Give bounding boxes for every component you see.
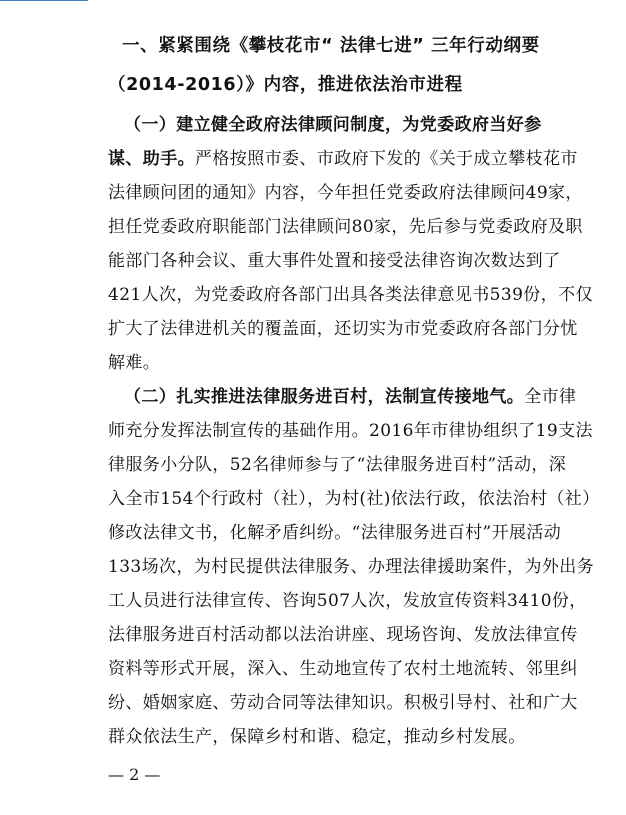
section2-line-9: 资料等形式开展，深入、生动地宣传了农村土地流转、邻里纠 (108, 659, 578, 679)
section2-line-10: 纷、婚姻家庭、劳动合同等法律知识。积极引导村、社和广大 (108, 693, 578, 713)
section2-line-11: 群众依法生产，保障乡村和谐、稳定，推动乡村发展。 (108, 727, 526, 747)
page-number: — 2 — (108, 765, 161, 784)
section1-lead-line-2: 谋、助手。 (108, 149, 195, 169)
section2-lead: （二）扎实推进法律服务进百村，法制宣传接地气。 (124, 387, 525, 407)
heading-line-1: 一、紧紧围绕《攀枝花市“ 法律七进” 三年行动纲要 (122, 36, 540, 56)
section2-line-2: 师充分发挥法制宣传的基础作用。2016年市律协组织了19支法 (108, 421, 593, 441)
section2-line-4: 入全市154个行政村（社），为村(社)依法行政，依法治村（社） (108, 489, 600, 509)
section2-paragraph-line-1 (124, 385, 576, 409)
section2-line-6: 133场次，为村民提供法律服务、办理法律援助案件，为外出务 (108, 557, 595, 577)
section1-paragraph-line-2 (108, 147, 578, 171)
section2-line-7: 工人员进行法律宣传、咨询507人次，发放宣传资料3410份， (108, 591, 587, 611)
section1-line-2-rest: 严格按照市委、市政府下发的《关于成立攀枝花市 (195, 149, 578, 169)
section2-line-1-rest: 全市律 (524, 387, 577, 407)
section1-line-4: 担任党委政府职能部门法律顾问80家，先后参与党委政府及职 (108, 217, 583, 237)
section2-line-3: 律服务小分队，52名律师参与了“法律服务进百村”活动，深 (108, 455, 567, 475)
section1-line-3: 法律顾问团的通知》内容，今年担任党委政府法律顾问49家， (108, 183, 583, 203)
section1-lead-line-1: （一）建立健全政府法律顾问制度，为党委政府当好参 (124, 115, 542, 135)
section1-line-5: 能部门各种会议、重大事件处置和接受法律咨询次数达到了 (108, 251, 561, 271)
section1-line-7: 扩大了法律进机关的覆盖面，还切实为市党委政府各部门分忧 (108, 319, 578, 339)
heading-line-2: （2014-2016）》内容，推进依法治市进程 (108, 75, 463, 95)
section1-line-6: 421人次，为党委政府各部门出具各类法律意见书539份，不仅 (108, 285, 593, 305)
section1-line-8: 解难。 (108, 353, 161, 373)
section2-line-5: 修改法律文书，化解矛盾纠纷。“法律服务进百村”开展活动 (108, 523, 562, 543)
section2-line-8: 法律服务进百村活动都以法治讲座、现场咨询、发放法律宣传 (108, 625, 578, 645)
